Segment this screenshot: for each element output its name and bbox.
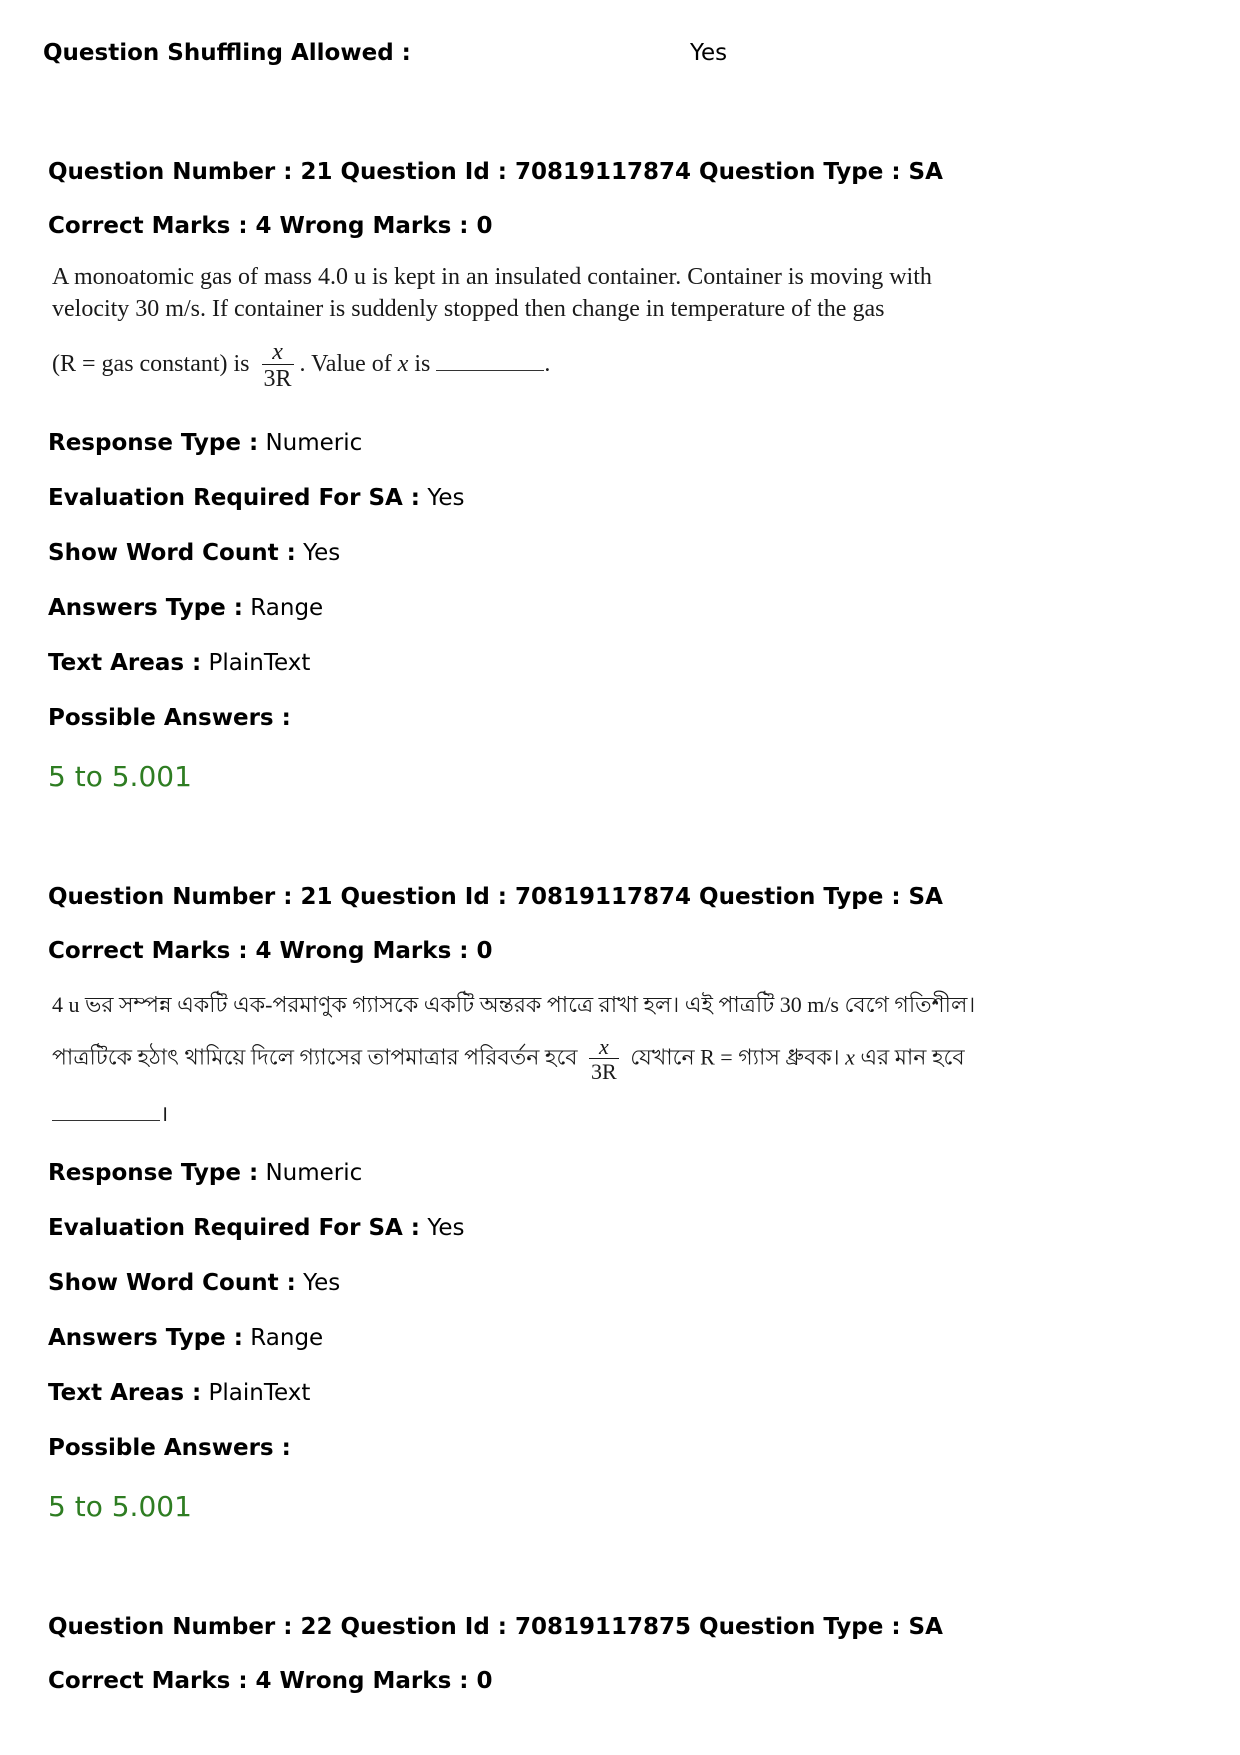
question-text-part: . xyxy=(544,351,551,378)
field-label: Answers Type : xyxy=(48,1325,243,1351)
question-text-part: । xyxy=(160,1101,169,1126)
possible-answers-label: Possible Answers : xyxy=(48,1435,291,1461)
field-text-areas xyxy=(48,650,310,676)
question-text-line-2: velocity 30 m/s. If container is suddenly stopped then change in temperature of the gas xyxy=(52,296,885,322)
field-answers-type xyxy=(48,1325,323,1351)
fraction-denominator: 3R xyxy=(591,1059,617,1084)
question-title: Question Number : 21 Question Id : 70819117874 Question Type : SA xyxy=(48,884,943,910)
marks-line: Correct Marks : 4 Wrong Marks : 0 xyxy=(48,938,493,964)
fraction-numerator: x xyxy=(272,339,283,365)
question-text-line-1: 4 u ভর সম্পন্ন একটি এক-পরমাণুক গ্যাসকে একটি অন্তরক পাত্রে রাখা হল। এই পাত্রটি 30 m/s বেগে গতিশীল। xyxy=(52,992,976,1017)
question-text-part: is xyxy=(414,351,431,378)
fraction xyxy=(589,1036,619,1083)
field-label: Text Areas : xyxy=(48,1380,202,1406)
fraction xyxy=(262,340,294,391)
question-text-part: পাত্রটিকে হঠাৎ থামিয়ে দিলে গ্যাসের তাপমাত্রার পরিবর্তন হবে xyxy=(52,1044,578,1070)
field-label: Show Word Count : xyxy=(48,540,296,566)
field-label: Response Type : xyxy=(48,430,259,456)
field-value: Yes xyxy=(427,1215,465,1241)
field-label: Text Areas : xyxy=(48,650,202,676)
question-text-line-1: A monoatomic gas of mass 4.0 u is kept in an insulated container. Container is moving with xyxy=(52,264,932,290)
field-show-word-count xyxy=(48,1270,340,1296)
field-evaluation-required xyxy=(48,485,464,511)
variable-x: x xyxy=(397,351,409,378)
field-label: Evaluation Required For SA : xyxy=(48,1215,421,1241)
possible-answer-value: 5 to 5.001 xyxy=(48,1490,192,1523)
field-value: Yes xyxy=(427,485,465,511)
question-text-part: . Value of xyxy=(299,351,392,378)
answer-blank xyxy=(52,1108,160,1121)
fraction-numerator: x xyxy=(599,1034,609,1059)
marks-line: Correct Marks : 4 Wrong Marks : 0 xyxy=(48,1668,493,1694)
field-show-word-count xyxy=(48,540,340,566)
field-label: Answers Type : xyxy=(48,595,243,621)
field-label: Evaluation Required For SA : xyxy=(48,485,421,511)
field-response-type xyxy=(48,1160,362,1186)
answer-blank xyxy=(436,358,544,371)
question-text-part: (R = gas constant) is xyxy=(52,351,250,378)
field-value: Yes xyxy=(303,540,341,566)
field-label: Show Word Count : xyxy=(48,1270,296,1296)
question-title: Question Number : 22 Question Id : 70819117875 Question Type : SA xyxy=(48,1614,943,1640)
field-response-type xyxy=(48,430,362,456)
shuffling-value: Yes xyxy=(690,40,728,66)
shuffling-label: Question Shuffling Allowed : xyxy=(43,40,411,66)
field-value: Yes xyxy=(303,1270,341,1296)
field-value: PlainText xyxy=(208,650,311,676)
field-value: Range xyxy=(250,1325,324,1351)
fraction-denominator: 3R xyxy=(263,366,292,392)
field-text-areas xyxy=(48,1380,310,1406)
field-evaluation-required xyxy=(48,1215,464,1241)
question-text-line-3 xyxy=(52,1098,168,1128)
marks-line: Correct Marks : 4 Wrong Marks : 0 xyxy=(48,213,493,239)
field-value: Numeric xyxy=(265,430,363,456)
possible-answer-value: 5 to 5.001 xyxy=(48,760,192,793)
field-answers-type xyxy=(48,595,323,621)
question-text-part: যেখানে R = গ্যাস ধ্রুবক। xyxy=(630,1044,840,1070)
field-value: PlainText xyxy=(208,1380,311,1406)
field-label: Response Type : xyxy=(48,1160,259,1186)
question-text-part: এর মান হবে xyxy=(860,1044,965,1070)
possible-answers-label: Possible Answers : xyxy=(48,705,291,731)
field-value: Range xyxy=(250,595,324,621)
question-text-line-3 xyxy=(52,340,550,391)
variable-x: x xyxy=(845,1044,855,1070)
question-title: Question Number : 21 Question Id : 70819117874 Question Type : SA xyxy=(48,159,943,185)
question-text-line-2 xyxy=(52,1036,965,1083)
field-value: Numeric xyxy=(265,1160,363,1186)
